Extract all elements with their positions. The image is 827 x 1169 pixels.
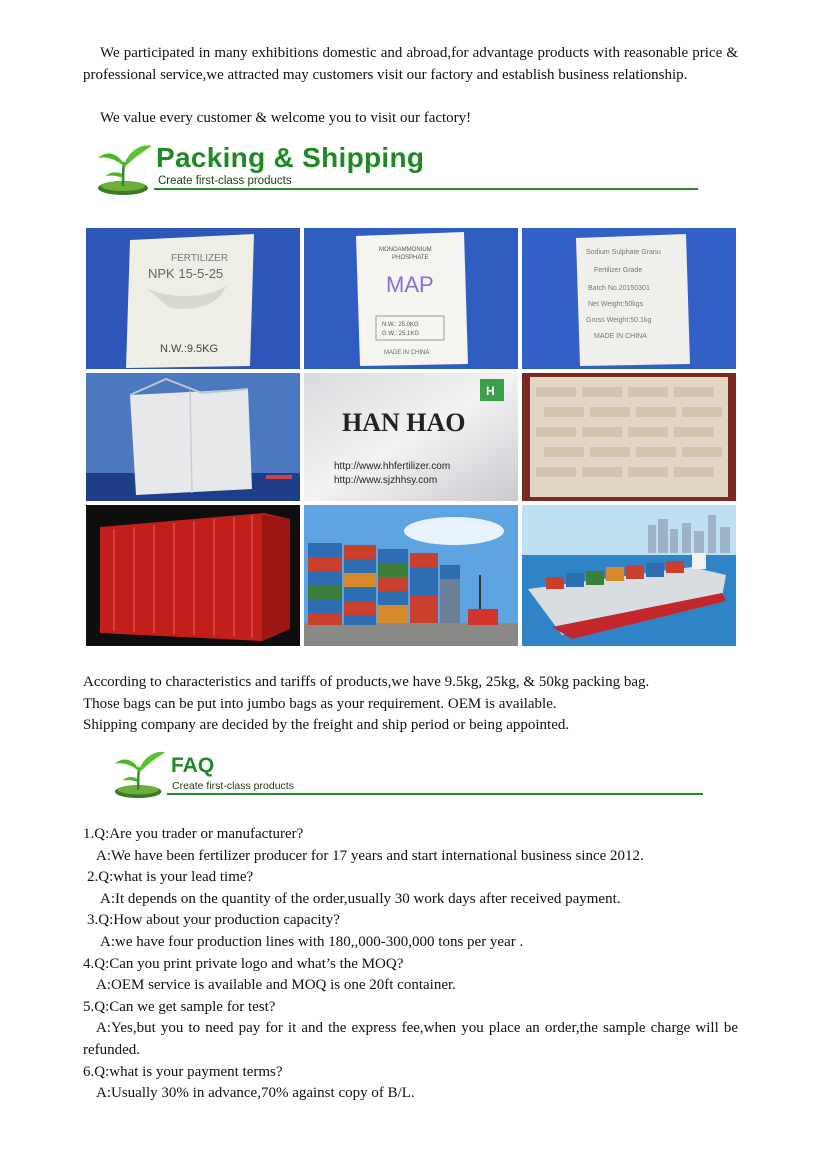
sprout-logo-icon	[96, 140, 154, 196]
packing-photo-grid	[86, 228, 736, 646]
packing-banner-subtitle: Create first-class products	[158, 175, 292, 187]
faq-answer-1: A:We have been fertilizer producer for 17 years and start international business since 2012.	[96, 848, 644, 864]
sprout-logo-icon	[113, 745, 167, 801]
map-bag-label-phosphate: PHOSPHATE	[392, 255, 429, 261]
faq-answer-6: A:Usually 30% in advance,70% against copy of B/L.	[96, 1085, 415, 1101]
faq-banner-subtitle: Create first-class products	[172, 780, 294, 792]
faq-answer-4: A:OEM service is available and MOQ is one 20ft container.	[96, 977, 456, 993]
sulphate-bag-label-name: Sodium Sulphate Granu	[586, 249, 661, 256]
banner-rule	[154, 188, 698, 190]
npk-bag-label-weight: N.W.:9.5KG	[160, 343, 219, 355]
sulphate-bag-label-gross: Gross Weight:50.1kg	[586, 317, 652, 324]
sulphate-bag-label-grade: Fertilizer Grade	[594, 267, 643, 274]
photo-jumbo-bag	[86, 373, 300, 501]
banner-rule	[167, 793, 703, 795]
packing-info-line-1: According to characteristics and tariffs of products,we have 9.5kg, 25kg, & 50kg packing bag.	[83, 674, 650, 690]
map-bag-label-gw: G.W.: 25.1KG	[382, 331, 420, 337]
faq-banner-title: FAQ	[171, 754, 215, 777]
packing-banner-title: Packing & Shipping	[156, 142, 425, 173]
map-bag-label-origin: MADE IN CHINA	[384, 350, 430, 356]
faq-answer-3: A:we have four production lines with 180,,000-300,000 tons per year .	[100, 934, 524, 950]
packing-info-line-3: Shipping company are decided by the freight and ship period or being appointed.	[83, 717, 570, 733]
svg-text:H: H	[486, 384, 495, 398]
photo-sulphate-bag	[522, 228, 736, 369]
faq-answer-5: A:Yes,but you to need pay for it and the express fee,when you place an order,the sample charge will be refunded.	[83, 1020, 738, 1058]
photo-npk-bag	[86, 228, 300, 369]
hanhao-url-1: http://www.hhfertilizer.com	[334, 461, 451, 472]
faq-question-6: 6.Q:what is your payment terms?	[83, 1064, 283, 1080]
npk-bag-label-fertilizer: FERTILIZER	[171, 253, 229, 264]
faq-question-4: 4.Q:Can you print private logo and what’s the MOQ?	[83, 956, 404, 972]
sulphate-bag-label-batch: Batch No.20150301	[588, 285, 650, 292]
intro-welcome: We value every customer & welcome you to visit our factory!	[100, 110, 472, 126]
faq-question-1: 1.Q:Are you trader or manufacturer?	[83, 826, 304, 842]
photo-container-interior	[522, 373, 736, 501]
faq-question-2: 2.Q:what is your lead time?	[87, 869, 254, 885]
packing-shipping-banner	[96, 140, 700, 196]
photo-red-container	[86, 505, 300, 646]
faq-banner	[113, 745, 705, 801]
photo-container-port	[304, 505, 518, 646]
photo-map-bag	[304, 228, 518, 369]
npk-bag-label-grade: NPK 15-5-25	[148, 266, 224, 281]
hanhao-brand-name: HAN HAO	[342, 408, 466, 437]
map-bag-label-map: MAP	[386, 272, 434, 297]
map-bag-label-nw: N.W.: 25.0KG	[382, 322, 419, 328]
faq-question-5: 5.Q:Can we get sample for test?	[83, 999, 276, 1015]
sulphate-bag-label-origin: MADE IN CHINA	[594, 333, 647, 340]
intro-paragraph: We participated in many exhibitions domestic and abroad,for advantage products with reasonable price & professional service,we attracted may customers visit our factory and establish business relationship.	[83, 45, 738, 83]
photo-container-ship	[522, 505, 736, 646]
hanhao-url-2: http://www.sjzhhsy.com	[334, 475, 438, 486]
sulphate-bag-label-net: Net Weight:50kgs	[588, 301, 644, 308]
packing-info-line-2: Those bags can be put into jumbo bags as your requirement. OEM is available.	[83, 696, 557, 712]
faq-question-3: 3.Q:How about your production capacity?	[87, 912, 340, 928]
faq-answer-2: A:It depends on the quantity of the order,usually 30 work days after received payment.	[100, 891, 621, 907]
photo-hanhao-brand	[304, 373, 518, 501]
map-bag-label-mono: MONOAMMONIUM	[379, 247, 432, 253]
